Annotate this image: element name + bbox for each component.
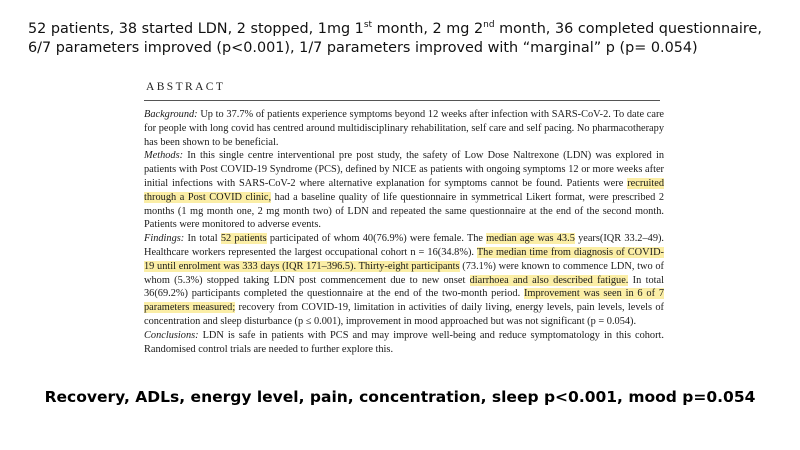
abstract-heading: ABSTRACT bbox=[146, 81, 226, 93]
section-text: In this single centre interventional pre post study, the safety of Low Dose Naltrexone (LDN) was explored in patients with Post COVID-19 Syndrome (PCS), defined by NICE as patients with ongoing symptoms 12 or more weeks after initial infections with SARS-CoV-2 where alternative explanation for symptoms cannot be found. Patients were bbox=[144, 150, 664, 189]
section-label: Methods: bbox=[144, 150, 184, 162]
summary-part: month, 2 mg 2 bbox=[372, 21, 484, 37]
highlighted-text: Improvement was seen in 6 of 7 parameters measured; bbox=[144, 288, 664, 314]
summary-part: 52 patients, 38 started LDN, 2 stopped, 1mg 1 bbox=[28, 21, 364, 37]
section-text: In total 36(69.2%) participants completed the questionnaire at the end of the two-month period. bbox=[144, 274, 664, 300]
section-label: Findings: bbox=[144, 233, 185, 245]
abstract-body bbox=[144, 108, 664, 356]
section-label: Conclusions: bbox=[144, 329, 199, 341]
highlighted-text: diarrhoea and also described fatigue. bbox=[469, 274, 629, 286]
summary-part: month, 36 completed questionnaire, 6/7 parameters improved (p<0.001), 1/7 parameters improved with “marginal” p (p= 0.054) bbox=[28, 21, 762, 56]
highlighted-text: median age was 43.5 bbox=[486, 233, 575, 245]
abstract-conclusions bbox=[144, 329, 664, 357]
section-text: years(IQR 33.2–49). Healthcare workers represented the largest occupational cohort n = 16(34.8%). bbox=[144, 233, 665, 258]
key-results-line: Recovery, ADLs, energy level, pain, concentration, sleep p<0.001, mood p=0.054 bbox=[44, 388, 756, 406]
highlighted-text: recruited through a Post COVID clinic, bbox=[144, 177, 664, 203]
abstract-divider bbox=[144, 100, 660, 101]
section-text: (73.1%) were known to commence LDN, two of whom (5.3%) stopped taking LDN post commencement due to new onset bbox=[144, 260, 664, 286]
abstract-background bbox=[144, 108, 664, 149]
superscript: st bbox=[363, 20, 373, 31]
abstract-methods bbox=[144, 149, 664, 232]
section-text: In total bbox=[184, 233, 221, 245]
section-label: Background: bbox=[144, 109, 198, 120]
section-text: had a baseline quality of life questionnaire in symmetrical Likert format, were prescribed 2 months (1 mg month one, 2 mg month two) of LDN and repeated the same questionnaire at the end of the second month. Patients were monitored to adverse events. bbox=[144, 191, 664, 231]
highlighted-text: The median time from diagnosis of COVID-19 until enrolment was 333 days (IQR 171–396.5). Thirty-eight participants bbox=[144, 246, 664, 272]
abstract-findings bbox=[144, 232, 664, 329]
section-text: LDN is safe in patients with PCS and may improve well-being and reduce symptomatology in this cohort. Randomised control trials are needed to further explore this. bbox=[144, 329, 664, 355]
section-text: Up to 37.7% of patients experience symptoms beyond 12 weeks after infection with SARS-CoV-2. To date care for people with long covid has centred around multidisciplinary rehabilitation, self care and self pacing. No pharmacotherapy has been shown to be beneficial. bbox=[144, 109, 664, 148]
highlighted-text: 52 patients bbox=[220, 233, 267, 245]
section-text: participated of whom 40(76.9%) were female. The bbox=[266, 233, 487, 245]
summary-text bbox=[28, 20, 768, 58]
section-text: recovery from COVID-19, limitation in activities of daily living, energy levels, pain levels, levels of concentration and sleep disturbance (p ≤ 0.001), improvement in mood approached but was not significant (p = 0.054). bbox=[144, 302, 664, 327]
superscript: nd bbox=[483, 20, 495, 31]
